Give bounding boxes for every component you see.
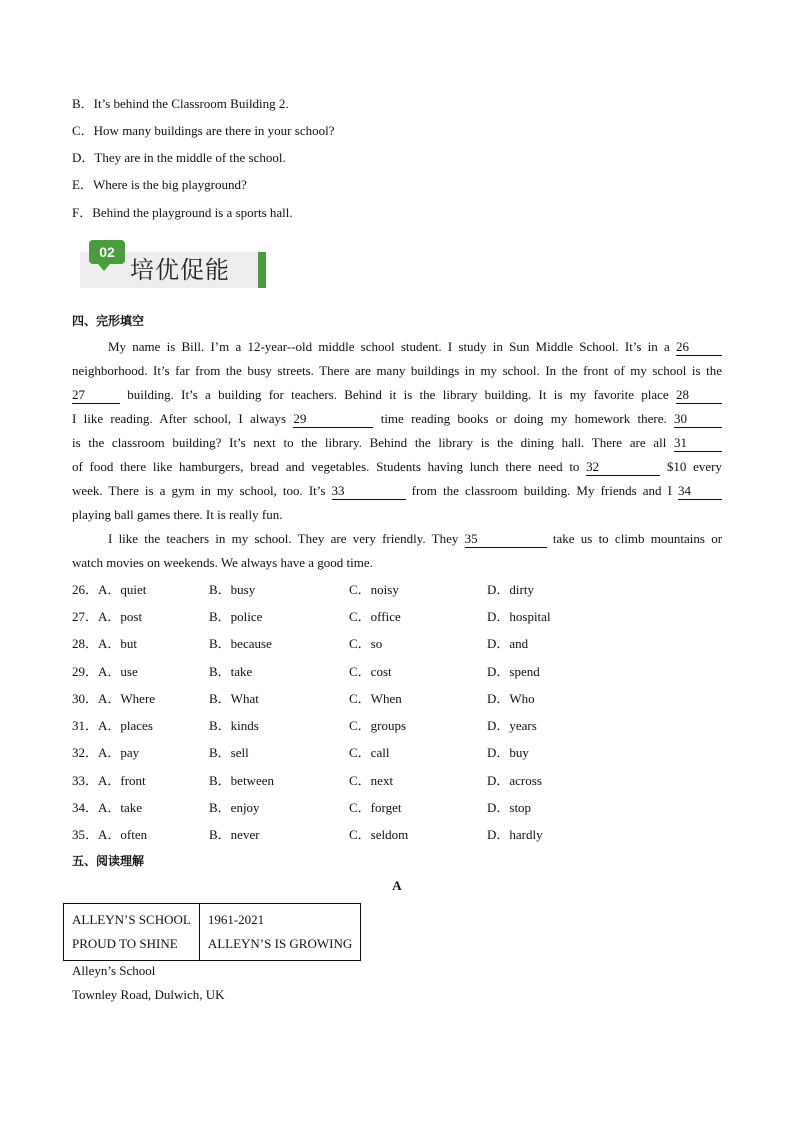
passage-line (72, 335, 722, 359)
school-name: ALLEYN’S SCHOOL (72, 912, 191, 927)
reading-heading: 五、阅读理解 (72, 854, 145, 868)
option-a: A．quiet (98, 582, 147, 597)
passage-text: I like the teachers in my school. They are very friendly. They (108, 531, 459, 546)
passage-text: time reading books or doing my homework there. (380, 411, 667, 426)
speech-tail-icon (98, 264, 110, 271)
option-b: B．between (209, 773, 274, 788)
passage-label: A (392, 878, 402, 893)
badge-accent-bar (258, 252, 266, 288)
passage-text: week. There is a gym in my school, too. It’s (72, 483, 326, 498)
option-b: B．kinds (209, 718, 259, 733)
passage-text: building. It’s a building for teachers. Behind it is the library building. It is my favorite place (127, 387, 669, 402)
question-number: 34． (72, 800, 99, 815)
cloze-passage (72, 335, 722, 575)
option-c: C．so (349, 636, 383, 651)
passage-line (72, 383, 722, 407)
option-line: B．It’s behind the Classroom Building 2. (72, 96, 289, 111)
option-d: D．and (487, 636, 529, 651)
question-number-and-option-a (72, 739, 139, 766)
option-d: D．years (487, 718, 537, 733)
question-number: 31． (72, 718, 99, 733)
option-c: C．forget (349, 800, 402, 815)
option-c: C．cost (349, 664, 392, 679)
option-c: C．office (349, 609, 401, 624)
school-slogan: ALLEYN’S IS GROWING (207, 936, 353, 951)
option-a: A．use (98, 664, 138, 679)
blank-29: 29 (293, 411, 373, 428)
option-a: A．but (98, 636, 138, 651)
passage-line (72, 551, 722, 575)
passage-line (72, 407, 722, 431)
blank-34: 34 (678, 483, 722, 500)
option-c: C．When (349, 691, 402, 706)
question-number: 32． (72, 745, 99, 760)
passage-text: I like reading. After school, I always (72, 411, 287, 426)
question-number: 30． (72, 691, 99, 706)
blank-27: 27 (72, 387, 120, 404)
option-b: B．take (209, 664, 253, 679)
question-number: 28． (72, 636, 99, 651)
address-line: Alleyn’s School (72, 963, 156, 978)
blank-33: 33 (332, 483, 406, 500)
question-number-and-option-a (72, 630, 137, 657)
blank-32: 32 (586, 459, 660, 476)
question-number-and-option-a (72, 767, 146, 794)
passage-line (72, 503, 722, 527)
passage-text: of food there like hamburgers, bread and vegetables. Students having lunch there need to (72, 459, 580, 474)
question-number: 33． (72, 773, 99, 788)
passage-line (72, 359, 722, 383)
option-line: F．Behind the playground is a sports hall. (72, 205, 293, 220)
option-b: B．never (209, 827, 260, 842)
passage-line (72, 431, 722, 455)
option-line: E．Where is the big playground? (72, 177, 247, 192)
option-c: C．noisy (349, 582, 399, 597)
passage-line (72, 455, 722, 479)
passage-line (72, 479, 722, 503)
passage-text: take us to climb mountains or (552, 531, 723, 546)
question-number: 35． (72, 827, 99, 842)
table-cell-right (199, 904, 360, 961)
option-line: D．They are in the middle of the school. (72, 150, 286, 165)
option-b: B．busy (209, 582, 256, 597)
option-a: A．take (98, 800, 143, 815)
question-number: 29． (72, 664, 99, 679)
address-line: Townley Road, Dulwich, UK (72, 987, 225, 1002)
option-a: A．post (98, 609, 143, 624)
option-d: D．hardly (487, 827, 543, 842)
option-line: C．How many buildings are there in your school? (72, 123, 335, 138)
table-cell-left (64, 904, 200, 961)
question-number-and-option-a (72, 603, 142, 630)
school-motto: PROUD TO SHINE (72, 936, 178, 951)
blank-28: 28 (676, 387, 722, 404)
option-d: D．across (487, 773, 542, 788)
option-b: B．What (209, 691, 259, 706)
option-c: C．seldom (349, 827, 409, 842)
option-c: C．groups (349, 718, 407, 733)
question-number-and-option-a (72, 821, 147, 848)
option-b: B．sell (209, 745, 249, 760)
option-a: A．front (98, 773, 146, 788)
passage-text: from the classroom building. My friends and I (411, 483, 672, 498)
question-number: 26． (72, 582, 99, 597)
table-row (64, 904, 361, 961)
option-c: C．next (349, 773, 394, 788)
option-d: D．stop (487, 800, 532, 815)
school-years: 1961-2021 (207, 912, 265, 927)
option-a: A．Where (98, 691, 156, 706)
question-number-and-option-a (72, 576, 146, 603)
option-b: B．because (209, 636, 272, 651)
badge-title: 培优促能 (130, 256, 230, 284)
blank-26: 26 (676, 339, 722, 356)
passage-text: $10 every (666, 459, 723, 474)
option-d: D．dirty (487, 582, 534, 597)
school-info-table (63, 903, 361, 961)
blank-30: 30 (674, 411, 722, 428)
option-d: D．Who (487, 691, 535, 706)
option-d: D．spend (487, 664, 540, 679)
question-number-and-option-a (72, 658, 138, 685)
option-a: A．often (98, 827, 148, 842)
passage-line (72, 527, 722, 551)
option-b: B．enjoy (209, 800, 260, 815)
option-d: D．buy (487, 745, 529, 760)
cloze-heading: 四、完形填空 (72, 314, 145, 328)
option-c: C．call (349, 745, 390, 760)
question-number: 27． (72, 609, 99, 624)
question-number-and-option-a (72, 685, 155, 712)
passage-text: My name is Bill. I’m a 12-year--old middle school student. I study in Sun Middle School. It’s in a (108, 339, 670, 354)
blank-31: 31 (674, 435, 722, 452)
option-d: D．hospital (487, 609, 551, 624)
passage-text: neighborhood. It’s far from the busy streets. There are many buildings in my school. In the front of my school is the (72, 363, 722, 378)
option-b: B．police (209, 609, 263, 624)
option-a: A．places (98, 718, 153, 733)
passage-text: is the classroom building? It’s next to the library. Behind the library is the dining hall. There are all (72, 435, 667, 450)
option-a: A．pay (98, 745, 140, 760)
passage-text: playing ball games there. It is really fun. (72, 507, 283, 522)
badge-number: 02 (89, 240, 125, 264)
question-number-and-option-a (72, 794, 142, 821)
passage-text: watch movies on weekends. We always have a good time. (72, 555, 373, 570)
section-badge (80, 240, 266, 290)
blank-35: 35 (465, 531, 547, 548)
question-number-and-option-a (72, 712, 153, 739)
